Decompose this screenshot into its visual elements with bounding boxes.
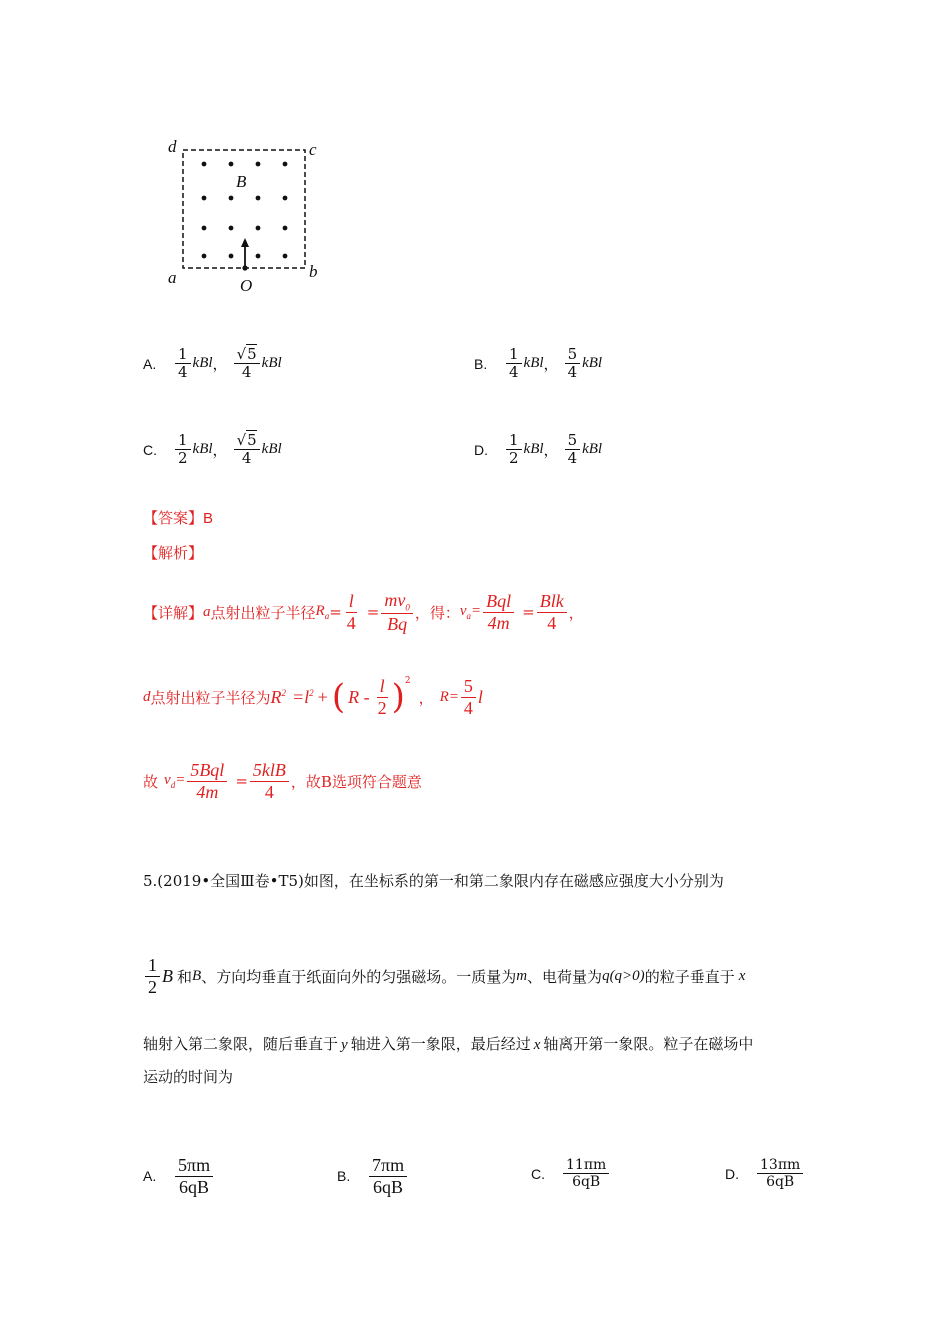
q4-option-a[interactable] xyxy=(143,346,282,382)
corner-a-label: a xyxy=(168,268,177,287)
unit: kBl xyxy=(192,441,213,458)
fraction: $\frac{5}{4}$ xyxy=(565,346,581,382)
unit: kBl xyxy=(523,355,544,372)
unit: kBl xyxy=(582,355,603,372)
fraction: $\frac{11\pi m}{6qB}$ xyxy=(563,1157,609,1190)
equals: = xyxy=(522,603,535,622)
q5-stem-line-2 xyxy=(143,955,745,997)
velocity-symbol: $v_d=$ xyxy=(164,772,186,791)
q5-option-b[interactable] xyxy=(337,1155,409,1197)
q5-stem-line-1: 5.(2019•全国Ⅲ卷•T5)如图，在坐标系的第一和第二象限内存在磁感应强度大小分别为 xyxy=(143,872,724,890)
separator: ， xyxy=(212,441,228,460)
field-b-label: B xyxy=(236,172,247,191)
fraction: $\frac{5}{4}$ xyxy=(565,432,581,468)
r-minus: R - xyxy=(348,686,370,707)
option-letter: C. xyxy=(143,441,157,458)
unit: kBl xyxy=(582,441,603,458)
equals: = xyxy=(366,603,380,622)
analysis-label: 【解析】 xyxy=(143,544,204,562)
stem-text: 的粒子垂直于 xyxy=(644,967,735,986)
q5-option-d[interactable] xyxy=(725,1157,805,1190)
fraction: $\frac{√5}{4}$ xyxy=(234,346,260,382)
fraction: $\frac{7\pi m}{6qB}$ xyxy=(369,1155,407,1197)
point-a: a xyxy=(203,603,211,620)
unit: kBl xyxy=(192,355,213,372)
square-exponent: 2 xyxy=(404,676,411,686)
unit: kBl xyxy=(261,441,282,458)
point-d: d xyxy=(143,688,151,705)
separator: ， xyxy=(543,355,559,374)
option-letter: D. xyxy=(474,441,488,458)
fraction-bql-over-4m: $\frac{\text{Bql}}{4m}$ xyxy=(483,591,514,633)
equals: = xyxy=(329,603,342,622)
fraction: $\frac{13\pi m}{6qB}$ xyxy=(757,1157,803,1190)
fraction-blk-over-4: $\frac{\text{Blk}}{4}$ xyxy=(537,591,567,633)
line1-text: 点射出粒子半径 xyxy=(210,603,316,622)
separator: ， xyxy=(212,355,228,374)
fraction-5klb-over-4: $\frac{\text{5klB}}{4}$ xyxy=(250,760,289,802)
get-text: ，得： xyxy=(414,603,460,622)
l-symbol: l xyxy=(477,686,483,707)
fraction: $\frac{1}{4}$ xyxy=(506,346,522,382)
fraction: $\frac{1}{4}$ xyxy=(175,346,191,382)
detail-label: 【详解】 xyxy=(143,603,204,622)
field-b: B xyxy=(162,965,173,986)
axis-y: y xyxy=(341,1037,348,1053)
option-letter: C. xyxy=(531,1165,545,1182)
option-letter: D. xyxy=(725,1165,739,1182)
option-letter: A. xyxy=(143,355,157,372)
answer-value: B xyxy=(203,510,214,527)
origin-o-label: O xyxy=(240,276,253,295)
option-letter: A. xyxy=(143,1168,157,1185)
unit: kBl xyxy=(523,441,544,458)
velocity-symbol: $v_a=$ xyxy=(459,603,482,622)
comma: ， xyxy=(568,603,584,622)
unit: kBl xyxy=(261,355,282,372)
r-equals: R= xyxy=(439,688,459,705)
fraction: $\frac{1}{2}$ xyxy=(506,432,522,468)
q5-stem-line-3: 轴射入第二象限，随后垂直于 y 轴进入第一象限，最后经过 x 轴离开第一象限。粒子在磁场中 xyxy=(143,1035,754,1053)
option-letter: B. xyxy=(474,355,488,372)
velocity-arrow xyxy=(241,238,249,271)
fraction-half: $\frac{1}{2}$ xyxy=(145,955,160,997)
fraction: $\frac{√5}{4}$ xyxy=(234,432,260,468)
conclusion: ，故B选项符合题意 xyxy=(290,772,422,791)
plus: + xyxy=(317,686,328,707)
equals: = xyxy=(235,772,248,791)
fraction-5bql-over-4m: $\frac{\text{5Bql}}{4m}$ xyxy=(187,760,227,802)
fraction-5-over-4: $\frac{5}{4}$ xyxy=(461,676,476,718)
separator: ， xyxy=(543,441,559,460)
radius-symbol: $R_a$ xyxy=(315,603,330,622)
axis-x: x xyxy=(533,1037,541,1053)
mass-m: m xyxy=(516,967,528,984)
q5-stem-line-4: 运动的时间为 xyxy=(143,1068,234,1086)
answer-label: 【答案】 xyxy=(143,509,204,527)
fraction: $\frac{1}{2}$ xyxy=(175,432,191,468)
line2-text: 点射出粒子半径为 xyxy=(150,688,271,707)
q5-option-c[interactable] xyxy=(531,1157,611,1190)
q5-option-a[interactable] xyxy=(143,1155,215,1197)
comma: ， xyxy=(418,688,434,707)
option-letter: B. xyxy=(337,1168,351,1185)
fraction-l-over-4: $\frac{l}{4}$ xyxy=(346,591,356,633)
detail-line-3 xyxy=(143,760,422,802)
stem-text: 、电荷量为 xyxy=(527,967,603,986)
therefore: 故 xyxy=(143,772,159,791)
left-paren: ( xyxy=(331,677,346,718)
corner-d-label: d xyxy=(168,137,177,156)
field-b: B xyxy=(192,967,202,984)
stem-text: 、方向均垂直于纸面向外的匀强磁场。一质量为 xyxy=(201,967,517,986)
q4-option-d[interactable] xyxy=(474,432,602,468)
corner-b-label: b xyxy=(309,262,318,281)
q4-option-b[interactable] xyxy=(474,346,602,382)
charge-condition: (q>0) xyxy=(609,967,645,984)
field-boundary xyxy=(183,150,305,268)
fraction: $\frac{5\pi m}{6qB}$ xyxy=(175,1155,213,1197)
fraction-mv-over-bq: $\frac{mv_0}{Bq}$ xyxy=(381,590,413,635)
r-squared: $R^2$ xyxy=(270,686,287,707)
detail-line-2 xyxy=(143,676,483,718)
detail-line-1 xyxy=(143,590,584,635)
q4-option-c[interactable] xyxy=(143,432,282,468)
and: 和 xyxy=(177,967,193,986)
charge-q: q xyxy=(602,967,610,984)
answer-line xyxy=(143,507,213,528)
l-squared: $=l^2$ xyxy=(292,686,314,707)
corner-c-label: c xyxy=(309,140,317,159)
axis-x: x xyxy=(738,967,746,984)
fraction-l-over-2: $\frac{l}{2}$ xyxy=(377,676,387,718)
right-paren: ) xyxy=(391,677,405,718)
